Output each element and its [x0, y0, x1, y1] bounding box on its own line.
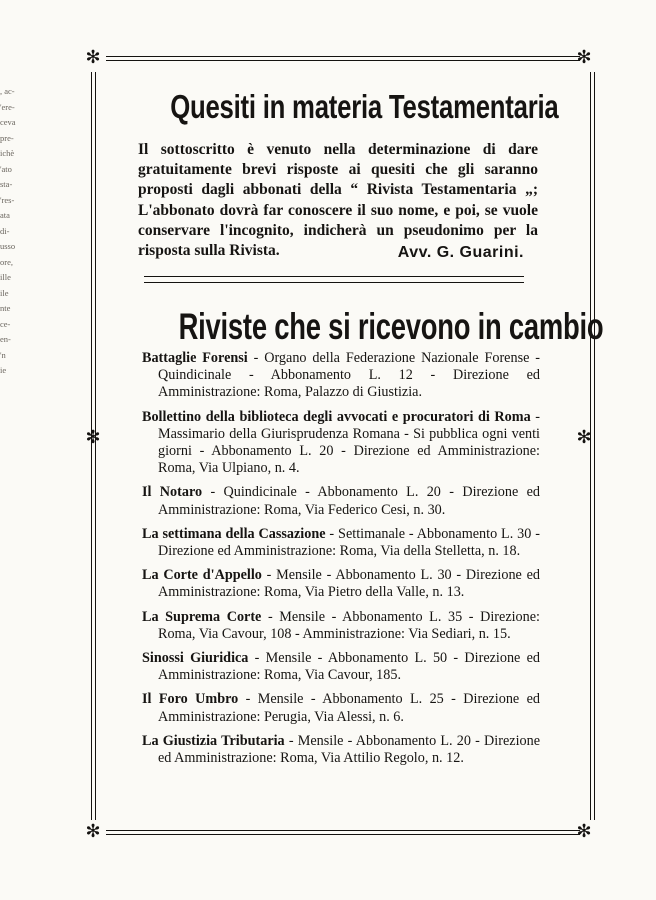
journal-details: - Quindicinale - Abbonamento L. 20 - Direzione ed Amministrazione: Roma, Via Federico Cesi, n. 30. [158, 484, 540, 518]
exchange-entry [142, 409, 540, 478]
journal-details: - Mensile - Abbonamento L. 50 - Direzione ed Amministrazione: Roma, Via Cavour, 185. [158, 650, 540, 684]
corner-ornament-icon: ✻ [85, 47, 101, 68]
bottom-double-rule [106, 830, 580, 835]
journal-details: - Mensile - Abbonamento L. 20 - Direzione ed Amministrazione: Roma, Via Attilio Regolo, n. 12. [158, 732, 540, 767]
corner-ornament-icon: ✻ [576, 47, 592, 68]
journal-name: La settimana della Cassazione [142, 525, 326, 542]
margin-fragment: 'res- [0, 194, 15, 205]
journal-name: La Corte d'Appello [142, 567, 262, 584]
exchange-entry [142, 609, 540, 643]
notice-paragraph: Il sottoscritto è venuto nella determinazione di dare gratuitamente brevi risposte ai quesiti che gli saranno proposti dagli abbonati della “ Rivista Testamentaria „; L'abbonato dovrà far conoscere il suo nome, e poi, se vuole conservare l'incognito, indicherà un pseudonimo per la risposta sulla Rivista. [138, 141, 538, 260]
corner-ornament-icon: ✻ [576, 821, 592, 842]
exchange-entry [142, 567, 540, 601]
margin-fragment: ichè [0, 148, 15, 158]
side-ornament-icon: ✻ [576, 427, 592, 448]
journal-name: La Giustizia Tributaria [142, 732, 285, 749]
exchange-entry [142, 650, 540, 684]
exchange-entry [142, 733, 540, 767]
margin-fragment: 'ato [0, 163, 12, 174]
exchange-title: Riviste che si ricevono in cambio [178, 306, 604, 347]
journal-details: - Mensile - Abbonamento L. 25 - Direzione ed Amministrazione: Perugia, Via Alessi, n. 6. [158, 691, 541, 725]
margin-fragment: ceva [0, 117, 16, 127]
journal-details: - Mensile - Abbonamento L. 35 - Direzione: Roma, Via Cavour, 108 - Amministrazione: Via Sediari, n. 15. [158, 608, 540, 642]
margin-fragment: ata [0, 210, 10, 220]
facing-page-margin [0, 84, 20, 379]
margin-fragment: ore, [0, 256, 13, 267]
margin-fragment: 'n [0, 349, 6, 360]
margin-fragment: di- [0, 225, 10, 236]
margin-fragment: nte [0, 303, 11, 313]
journal-name: Battaglie Forensi [142, 350, 248, 366]
margin-fragment: ile [0, 287, 9, 298]
exchange-entry [142, 484, 540, 518]
margin-fragment: ce- [0, 318, 11, 329]
journal-name: Il Foro Umbro [142, 691, 239, 708]
journal-details: - Settimanale - Abbonamento L. 30 - Direzione ed Amministrazione: Roma, Via della Stelletta, n. 18. [158, 525, 540, 560]
margin-fragment: usso [0, 241, 16, 251]
margin-fragment: ille [0, 272, 11, 282]
journal-details: - Mensile - Abbonamento L. 30 - Direzione ed Amministrazione: Roma, Via Pietro della Valle, n. 13. [158, 567, 540, 601]
exchange-entry [142, 350, 540, 402]
journal-details: - Organo della Federazione Nazionale Forense - Quindicinale - Abbonamento L. 12 - Direzione ed Amministrazione: Roma, Palazzo di Giustizia. [158, 350, 540, 401]
notice-signature: Avv. G. Guarini. [397, 244, 524, 261]
journal-name: Sinossi Giuridica [142, 650, 249, 667]
section-separator-rule [144, 276, 524, 283]
side-ornament-icon: ✻ [85, 427, 101, 448]
margin-fragment: pre- [0, 132, 14, 143]
journal-name: Il Notaro [142, 484, 203, 501]
margin-fragment: ie [0, 365, 7, 375]
exchange-list [142, 350, 540, 774]
top-double-rule [106, 56, 580, 61]
journal-details: - Massimario della Giurisprudenza Romana - Si pubblica ogni venti giorni - Abbonamento L. 20 - Direzione ed Amministrazione: Roma, Via Ulpiano, n. 4. [158, 408, 540, 477]
exchange-entry [142, 526, 540, 560]
journal-name: Bollettino della biblioteca degli avvocati e procuratori di Roma [142, 408, 531, 425]
journal-name: La Suprema Corte [142, 608, 262, 625]
margin-fragment: sta- [0, 179, 13, 189]
margin-fragment: , ac- [0, 86, 15, 96]
corner-ornament-icon: ✻ [85, 821, 101, 842]
margin-fragment: 'ere- [0, 101, 15, 112]
notice-title: Quesiti in materia Testamentaria [170, 88, 559, 125]
exchange-entry [142, 691, 540, 725]
margin-fragment: en- [0, 334, 11, 344]
